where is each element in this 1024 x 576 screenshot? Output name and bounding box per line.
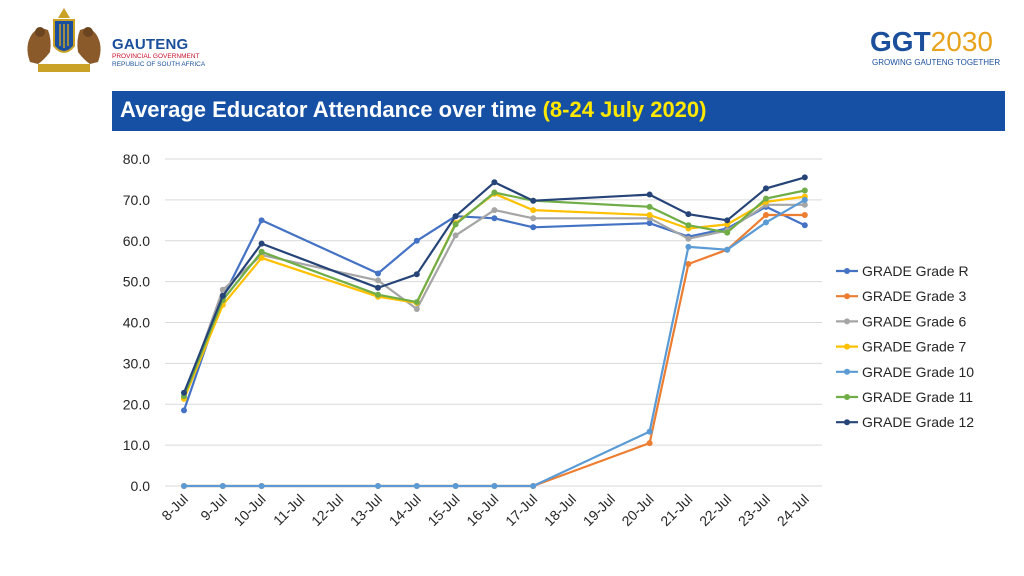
data-point	[375, 483, 381, 489]
gauteng-subtitle-2: REPUBLIC OF SOUTH AFRICA	[112, 61, 206, 68]
ggt-year: 2030	[930, 26, 993, 57]
data-point	[724, 217, 730, 223]
x-tick-label: 23-Jul	[734, 490, 774, 530]
y-tick-label: 30.0	[122, 355, 150, 372]
x-tick-label: 24-Jul	[773, 490, 812, 530]
data-point	[763, 185, 769, 191]
y-tick-label: 60.0	[122, 232, 150, 249]
data-point	[530, 215, 536, 221]
legend-marker	[844, 268, 850, 274]
data-point	[530, 483, 536, 489]
x-tick-label: 22-Jul	[696, 490, 735, 530]
data-point	[647, 429, 653, 435]
data-point	[414, 299, 420, 305]
data-point	[491, 207, 497, 213]
data-point	[181, 407, 187, 413]
y-tick-label: 20.0	[122, 396, 150, 413]
data-point	[491, 179, 497, 185]
data-point	[530, 224, 536, 230]
x-tick-label: 18-Jul	[540, 490, 580, 530]
data-point	[453, 232, 459, 238]
data-point	[259, 249, 265, 255]
data-point	[647, 192, 653, 198]
data-point	[453, 213, 459, 219]
data-point	[220, 483, 226, 489]
data-point	[802, 197, 808, 203]
y-tick-label: 10.0	[122, 437, 150, 454]
data-point	[685, 222, 691, 228]
data-point	[453, 221, 459, 227]
slide-title-dates: (8-24 July 2020)	[542, 97, 707, 122]
y-tick-label: 80.0	[122, 151, 150, 167]
data-point	[375, 285, 381, 291]
data-point	[375, 292, 381, 298]
x-tick-label: 21-Jul	[657, 490, 696, 530]
data-point	[802, 222, 808, 228]
series-line	[184, 194, 805, 399]
data-point	[763, 196, 769, 202]
x-tick-label: 14-Jul	[385, 490, 424, 530]
data-point	[685, 244, 691, 250]
x-tick-label: 19-Jul	[579, 490, 618, 530]
data-point	[259, 217, 265, 223]
data-point	[724, 230, 730, 236]
data-point	[802, 174, 808, 180]
data-point	[375, 277, 381, 283]
series-line	[184, 200, 805, 486]
series-line	[184, 207, 805, 411]
data-point	[647, 204, 653, 210]
data-point	[763, 212, 769, 218]
legend-label: GRADE Grade R	[862, 263, 969, 279]
y-tick-label: 50.0	[122, 273, 150, 290]
data-point	[802, 212, 808, 218]
data-point	[685, 236, 691, 242]
data-point	[491, 190, 497, 196]
legend-marker	[844, 293, 850, 299]
data-point	[491, 483, 497, 489]
data-point	[453, 483, 459, 489]
x-tick-label: 16-Jul	[463, 490, 502, 530]
data-point	[181, 390, 187, 396]
y-tick-label: 70.0	[122, 191, 150, 208]
gauteng-subtitle-1: PROVINCIAL GOVERNMENT	[112, 53, 200, 60]
slide-title-main: Average Educator Attendance over time	[120, 97, 543, 122]
legend-label: GRADE Grade 6	[862, 313, 967, 330]
data-point	[414, 483, 420, 489]
data-point	[259, 483, 265, 489]
x-tick-label: 13-Jul	[346, 490, 386, 530]
data-point	[414, 271, 420, 277]
data-point	[647, 212, 653, 218]
x-tick-label: 10-Jul	[230, 490, 269, 530]
ggt-mark: GGT	[870, 26, 931, 57]
data-point	[530, 198, 536, 204]
data-point	[259, 241, 265, 247]
ggt-tagline: GROWING GAUTENG TOGETHER	[872, 58, 1001, 67]
legend-marker	[844, 369, 850, 375]
series-line	[184, 191, 805, 397]
series-line	[184, 205, 805, 398]
data-point	[647, 440, 653, 446]
legend-marker	[844, 318, 850, 324]
x-tick-label: 11-Jul	[269, 490, 308, 529]
legend-marker	[844, 394, 850, 400]
legend-label: GRADE Grade 10	[862, 363, 975, 380]
legend-label: GRADE Grade 7	[862, 338, 967, 355]
data-point	[375, 270, 381, 276]
gauteng-wordmark: GAUTENG	[112, 36, 189, 53]
data-point	[685, 211, 691, 217]
data-point	[220, 293, 226, 299]
y-tick-label: 40.0	[122, 314, 150, 331]
data-point	[414, 306, 420, 312]
x-tick-label: 20-Jul	[618, 490, 657, 530]
legend-label: GRADE Grade 11	[862, 389, 974, 405]
x-tick-label: 8-Jul	[158, 490, 192, 524]
data-point	[802, 187, 808, 193]
legend-label: GRADE Grade 3	[862, 288, 967, 305]
legend-label: GRADE Grade 12	[862, 414, 975, 431]
data-point	[763, 219, 769, 225]
legend-marker	[844, 419, 850, 425]
data-point	[724, 247, 730, 253]
data-point	[414, 238, 420, 244]
x-tick-label: 17-Jul	[502, 490, 541, 530]
data-point	[530, 207, 536, 213]
legend-marker	[844, 344, 850, 350]
y-tick-label: 0.0	[130, 478, 150, 494]
x-tick-label: 9-Jul	[197, 490, 230, 524]
data-point	[491, 215, 497, 221]
x-tick-label: 15-Jul	[424, 490, 463, 530]
data-point	[181, 483, 187, 489]
x-tick-label: 12-Jul	[308, 490, 347, 530]
